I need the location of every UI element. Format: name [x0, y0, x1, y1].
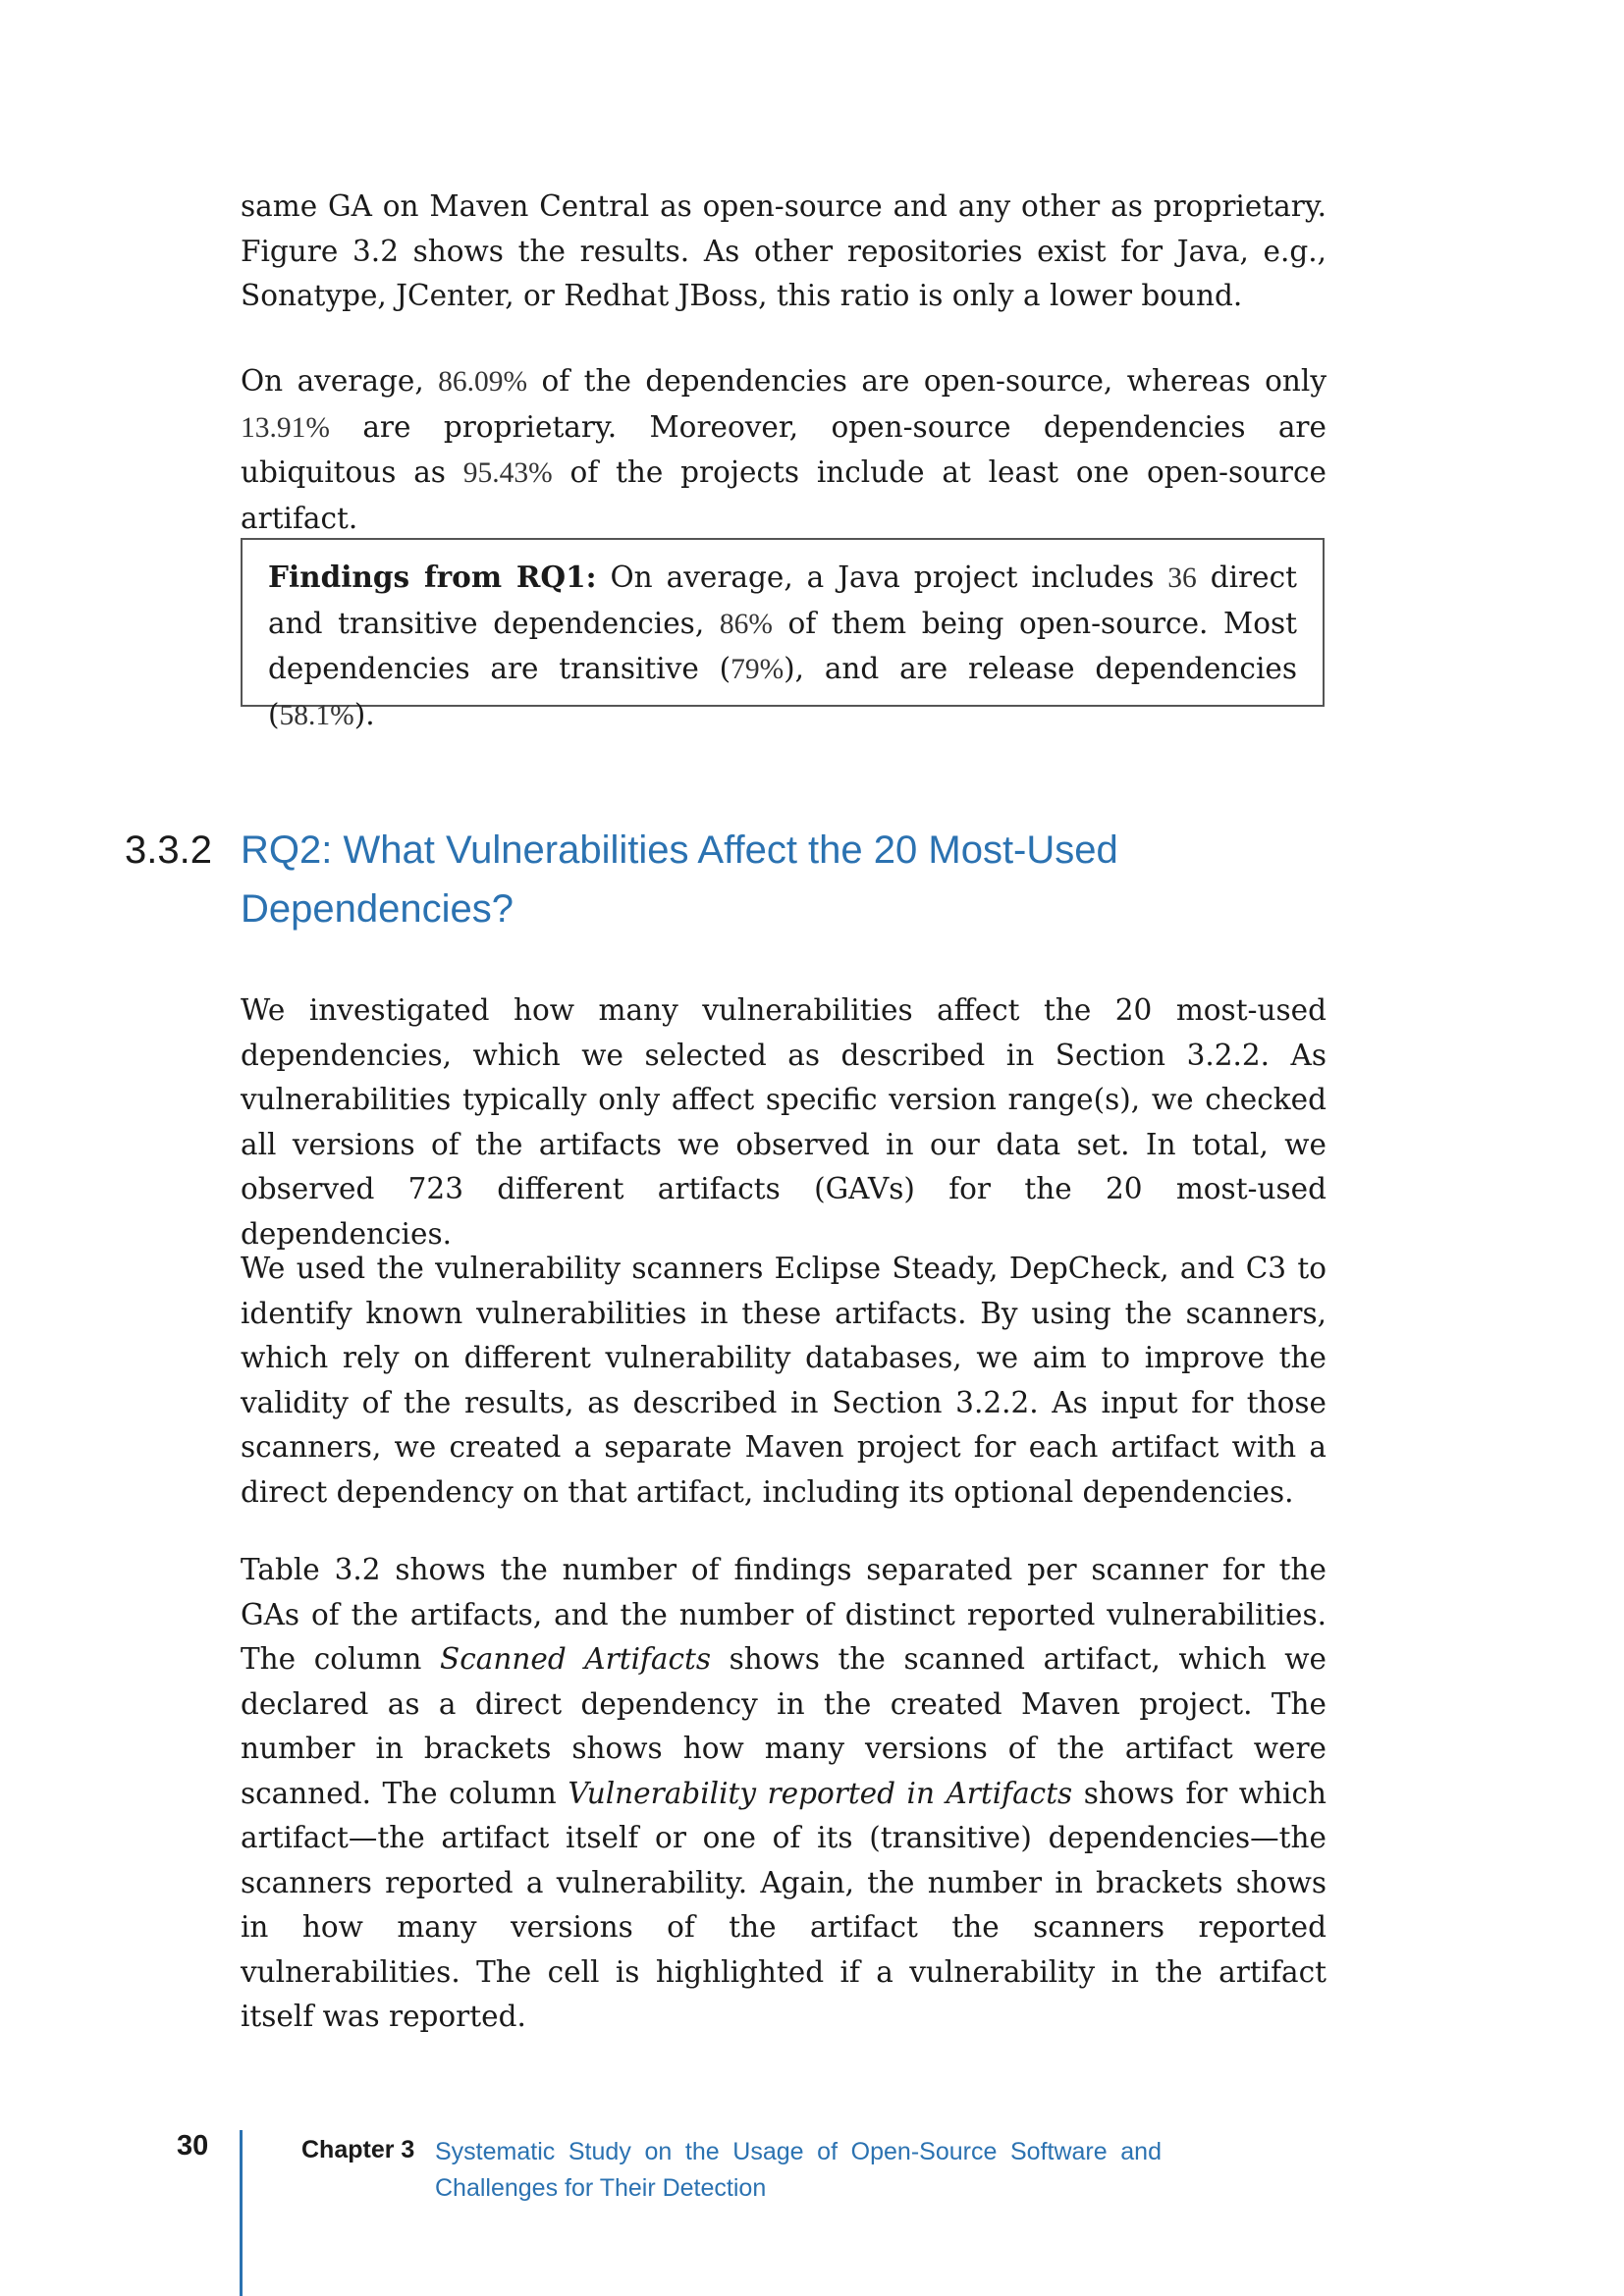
paragraph-4-text: We used the vulnerability scanners Eclipse Steady, DepCheck, and C3 to identify known vulnerabilities in these artifacts. By using the scanners, which rely on different vulnerability databases, we aim to improve the validity of the results, as described in Section 3.2.2. As input for those scanners, we created a separate Maven project for each artifact with a direct dependency on that artifact, including its optional dependencies. [241, 1252, 1326, 1509]
paragraph-1 [241, 185, 1326, 319]
text-run: On average, a Java project includes [596, 561, 1168, 594]
findings-box [241, 538, 1325, 731]
text-run: ), and are release dependencies ( [268, 652, 1297, 731]
paragraph-4 [241, 1247, 1326, 1515]
paragraph-5 [241, 1548, 1326, 2040]
text-run: are proprietary. Moreover, open-source dependencies are ubiquitous as [241, 409, 1326, 489]
findings-number: 79% [731, 654, 785, 685]
footer-divider [240, 2130, 243, 2296]
percentage-open-source: 86.09% [438, 366, 528, 398]
text-run: Table 3.2 shows the number of findings separated per scanner for the GAs of the artifacts, and the number of distinct reported vulnerabilities. The column [241, 1553, 1326, 1676]
text-run: ). [353, 697, 375, 731]
percentage-proprietary: 13.91% [241, 411, 330, 444]
paragraph-3-text: We investigated how many vulnerabilities affect the 20 most-used dependencies, which we selected as described in Section 3.2.2. As vulnerabilities typically only affect specific version range(s), we checked all versions of the artifacts we observed in our data set. In total, we observed 723 different artifacts (GAVs) for the 20 most-used dependencies. [241, 993, 1326, 1251]
percentage-projects: 95.43% [462, 457, 553, 489]
findings-number: 86% [719, 608, 773, 640]
paragraph-2-text [241, 359, 1326, 541]
findings-number: 58.1% [279, 699, 354, 731]
findings-label: Findings from RQ1: [268, 560, 597, 594]
paragraph-1-text: same GA on Maven Central as open-source and any other as proprietary. Figure 3.2 shows the results. As other repositories exist for Java, e.g., Sonatype, JCenter, or Redhat JBoss, this ratio is only a lower bound. [241, 189, 1326, 312]
paragraph-5-text [241, 1548, 1326, 2040]
text-run: of them being open-source. Most dependencies are transitive ( [268, 606, 1297, 685]
paragraph-3 [241, 988, 1326, 1256]
text-run: shows for which artifact—the artifact itself or one of its (transitive) dependencies—the scanners reported a vulnerability. Again, the number in brackets shows in how many versions of the artifact the scanners reported vulnerabilities. The cell is highlighted if a vulnerability in the artifact itself was reported. [241, 1776, 1326, 2033]
text-run: shows the scanned artifact, which we declared as a direct dependency in the created Maven project. The number in brackets shows how many versions of the artifact were scanned. The column [241, 1642, 1327, 1810]
section-number: 3.3.2 [125, 828, 212, 872]
findings-number: 36 [1167, 562, 1197, 594]
findings-text [268, 555, 1297, 738]
footer-chapter-label: Chapter 3 [301, 2136, 415, 2163]
footer-chapter-title: Systematic Study on the Usage of Open-Source Software and Challenges for Their Detection [435, 2138, 1162, 2202]
text-run: On average, [241, 364, 439, 398]
text-run: of the projects include at least one open-source artifact. [241, 455, 1326, 535]
text-run: direct and transitive dependencies, [268, 561, 1297, 640]
page-number: 30 [177, 2130, 209, 2162]
paragraph-2 [241, 359, 1326, 541]
italic-term-vulnerability-reported: Vulnerability reported in Artifacts [568, 1776, 1073, 1810]
section-title: RQ2: What Vulnerabilities Affect the 20 Most-Used Dependencies? [241, 828, 1118, 931]
text-run: of the dependencies are open-source, whereas only [527, 364, 1326, 398]
italic-term-scanned-artifacts: Scanned Artifacts [440, 1642, 712, 1676]
